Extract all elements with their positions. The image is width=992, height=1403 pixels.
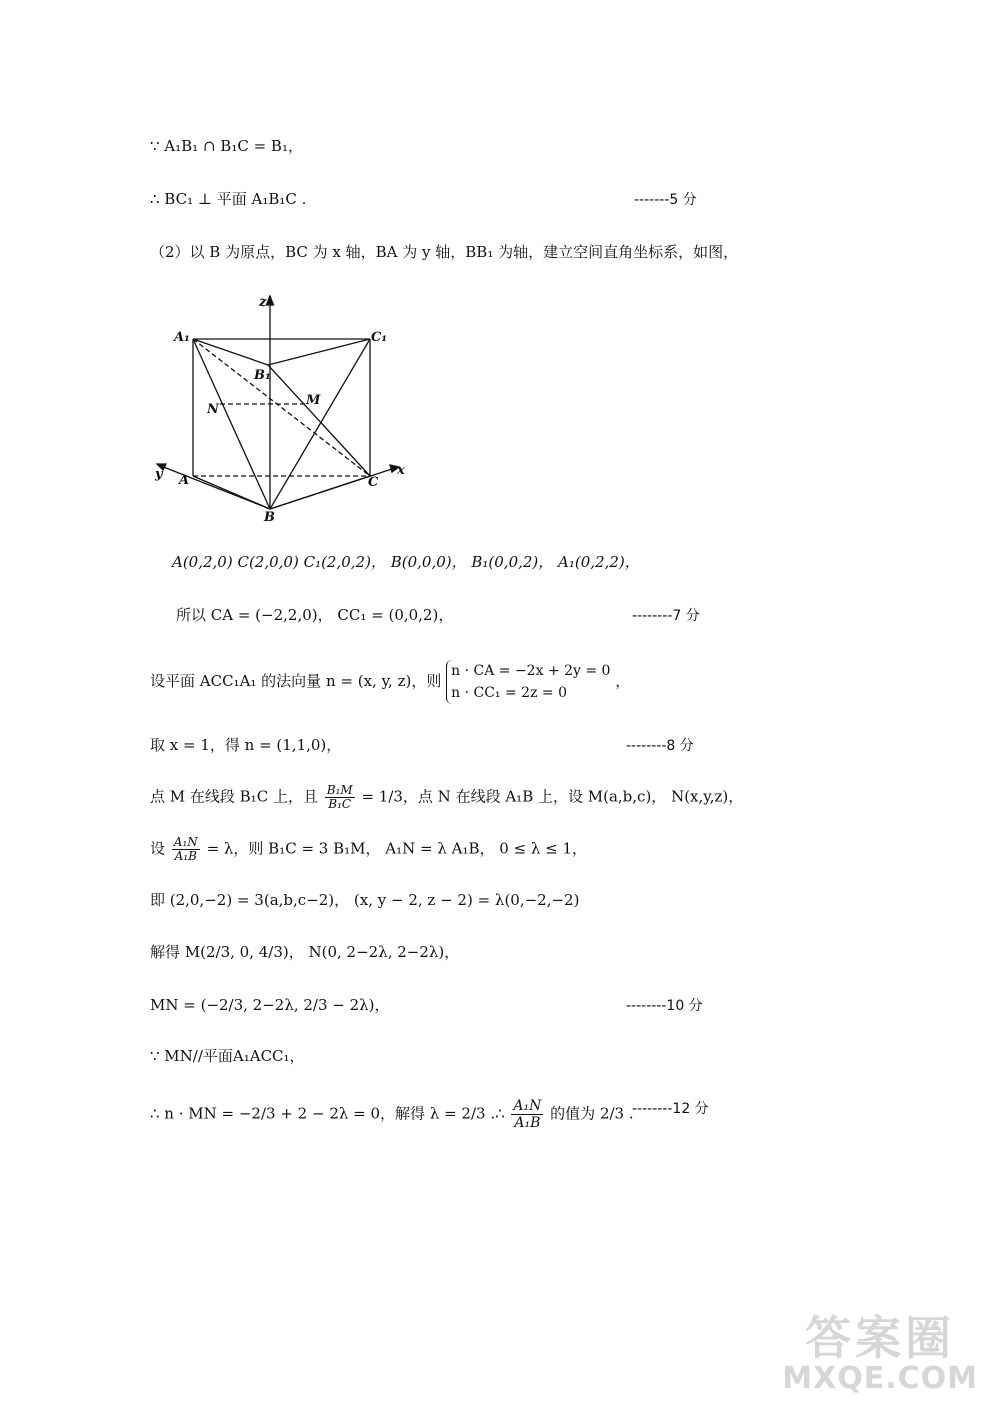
final-denominator: A₁B [514,1115,541,1131]
ratio-denominator: B₁C [328,797,352,811]
score-12: --------12 分 [632,1101,709,1117]
label-z: z [259,295,267,310]
equation-1: n · CA = −2x + 2y = 0 [451,663,611,679]
score-5: -------5 分 [634,192,697,208]
lambda-numerator: A₁N [173,835,198,849]
final-text-a: ∴ n · MN = −2/3 + 2 − 2λ = 0，解得 λ = 2/3 .∴ [150,1104,505,1123]
line-normal-vector-setup [150,660,630,704]
line-final-answer [150,1098,634,1131]
equation-2: n · CC₁ = 2z = 0 [451,685,567,701]
line-parallel-condition: ∵ MN//平面A₁ACC₁， [150,1047,305,1065]
label-B1: B₁ [254,368,271,383]
ratio-numerator: B₁M [326,783,353,797]
equation-system [446,660,610,704]
ratio-fraction [325,784,355,811]
line-take-x: 取 x = 1，得 n = (1,1,0)， [150,736,342,754]
line-points-on-segments [150,784,743,811]
score-10: --------10 分 [626,998,703,1014]
label-C1: C₁ [371,330,388,345]
line-vector-equations: 即 (2,0,−2) = 3(a,b,c−2)， (x, y − 2, z − 2) = λ(0,−2,−2) [150,891,580,909]
line-vector-mn: MN = (−2/3, 2−2λ, 2/3 − 2λ)， [150,996,390,1014]
line-coordinate-setup: （2）以 B 为原点，BC 为 x 轴，BA 为 y 轴，BB₁ 为轴，建立空间直角坐标系，如图， [150,243,739,261]
score-8: --------8 分 [626,738,694,754]
line-solve-points: 解得 M(2/3, 0, 4/3)， N(0, 2−2λ, 2−2λ)， [150,943,460,961]
lambda-text-a: 设 [150,839,166,858]
segment-text-b: = 1/3，点 N 在线段 A₁B 上，设 M(a,b,c)， N(x,y,z)， [361,787,744,806]
segment-text-a: 点 M 在线段 B₁C 上，且 [150,787,318,806]
lambda-denominator: A₁B [174,849,197,863]
final-text-b: 的值为 2/3 . [550,1104,634,1123]
line-point-coordinates: A(0,2,0) C(2,0,0) C₁(2,0,2)， B(0,0,0)， B₁(0,0,2)， A₁(0,2,2)， [172,553,640,571]
final-fraction [511,1098,543,1131]
score-7: --------7 分 [632,608,700,624]
line-lambda-setup [150,836,587,863]
prism-coordinate-figure [148,292,418,524]
label-A1: A₁ [174,330,190,345]
label-C: C [368,475,379,490]
final-numerator: A₁N [513,1098,542,1114]
line-intersection: ∵ A₁B₁ ∩ B₁C = B₁， [150,137,303,155]
comma: ， [615,672,631,690]
label-y: y [155,467,163,482]
watermark-bottom: MXQE.COM [782,1361,978,1396]
watermark-logo [782,1313,978,1395]
label-A: A [179,473,190,488]
watermark-top: 答案圈 [805,1311,956,1365]
line-perpendicular-conclusion: ∴ BC₁ ⊥ 平面 A₁B₁C . [150,190,307,208]
line-vectors: 所以 CA = (−2,2,0)， CC₁ = (0,0,2)， [176,606,454,624]
label-M: M [306,393,321,408]
label-N: N [207,402,219,417]
lambda-fraction [172,836,200,863]
normal-vector-text: 设平面 ACC₁A₁ 的法向量 n = (x, y, z)，则 [150,672,442,690]
lambda-text-b: = λ，则 B₁C = 3 B₁M， A₁N = λ A₁B， 0 ≤ λ ≤ 1， [206,839,588,858]
label-x: x [397,463,405,478]
label-B: B [264,510,275,524]
